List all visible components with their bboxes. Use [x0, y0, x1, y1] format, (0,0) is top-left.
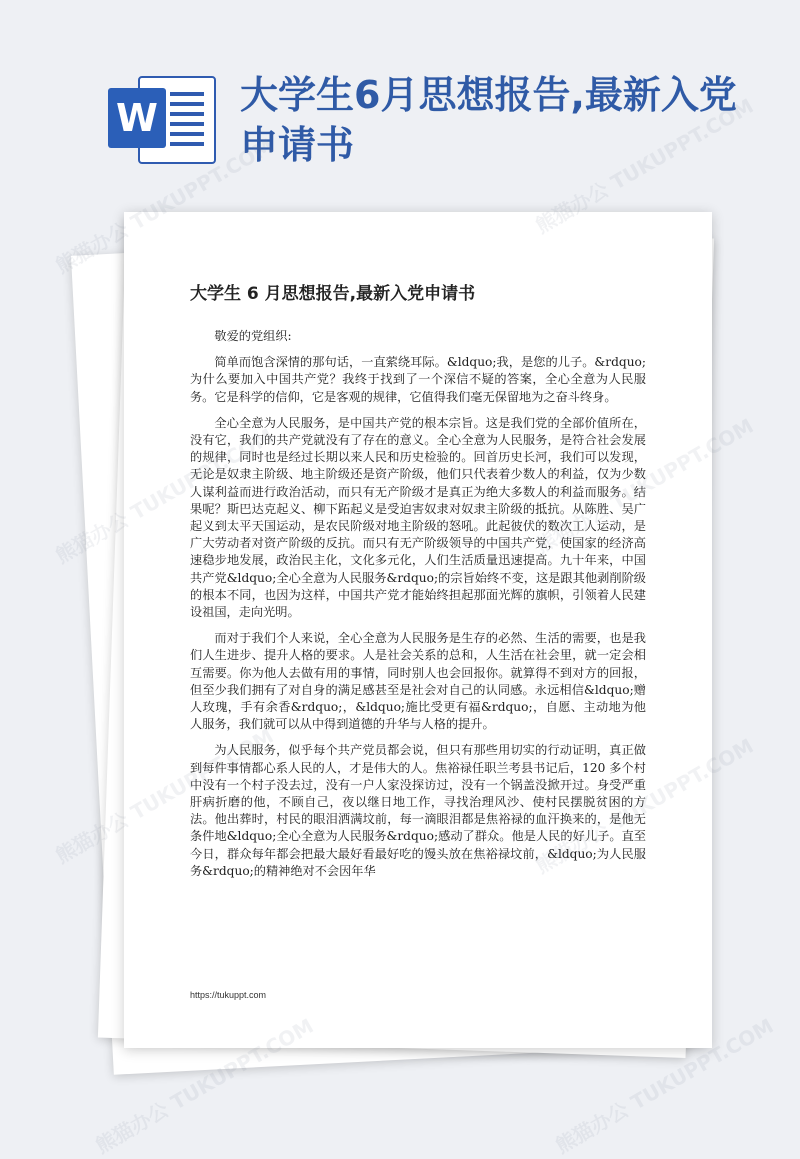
watermark: 熊猫办公 TUKUPPT.COM	[531, 93, 758, 239]
document-page	[124, 212, 712, 1048]
watermark: 熊猫办公 TUKUPPT.COM	[91, 1013, 318, 1159]
paragraph: 而对于我们个人来说，全心全意为人民服务是生存的必然、生活的需要，也是我们人生进步、提升人格的要求。人是社会关系的总和，人生活在社会里，就一定会相互需要。你为他人去做有用的事情，同时别人也会回报你。就算得不到对方的回报，但至少我们拥有了对自身的满足感甚至是社会对自己的认同感。永远相信&ldquo;赠人玫瑰，手有余香&rdquo;，&ldquo;施比受更有福&rdquo;，自愿、主动地为他人服务，我们就可以从中得到道德的升华与人格的提升。	[190, 631, 646, 732]
watermark: 熊猫办公 TUKUPPT.COM	[51, 133, 278, 279]
watermark: 熊猫办公 TUKUPPT.COM	[551, 1013, 778, 1159]
word-letter-icon: W	[108, 88, 166, 148]
paragraph: 简单而饱含深情的那句话，一直萦绕耳际。&ldquo;我，是您的儿子。&rdquo; 为什么要加入中国共产党？我终于找到了一个深信不疑的答案，全心全意为人民服务。它是科学的信仰，它是客观的规律，它值得我们毫无保留地为之奋斗终身。	[190, 355, 646, 404]
document-title: 大学生 6 月思想报告,最新入党申请书	[190, 284, 476, 304]
paragraph: 为人民服务，似乎每个共产党员都会说，但只有那些用切实的行动证明，真正做到每件事情都心系人民的人，才是伟大的人。焦裕禄任职兰考县书记后，120 多个村中没有一个村子没去过，没有一户人家没探访过，没有一个锅盖没掀开过。身受严重肝病折磨的他，不顾自己，夜以继日地工作，寻找治理风沙、使村民摆脱贫困的方法。他出葬时，村民的眼泪洒满坟前，每一滴眼泪都是焦裕禄的血汗换来的，是他无条件地&ldquo;全心全意为人民服务&rdquo;感动了群众。他是人民的好儿子。直至今日，群众每年都会把最大最好看最好吃的馒头放在焦裕禄坟前，&ldquo;为人民服务&rdquo;的精神绝对不会因年华	[190, 743, 646, 878]
footer-url: https://tukuppt.com	[190, 990, 267, 1000]
document-body	[190, 282, 646, 889]
paragraph: 全心全意为人民服务，是中国共产党的根本宗旨。这是我们党的全部价值所在，没有它，我们的共产党就没有了存在的意义。全心全意为人民服务，是符合社会发展的规律，同时也是经过长期以来人民和历史检验的。回首历史长河，我们可以发现，无论是奴隶主阶级、地主阶级还是资产阶级，他们只代表着少数人的利益，仅为少数人谋利益而进行政治活动，而只有无产阶级才是真正为绝大多数人的利益而服务。结果呢？斯巴达克起义、柳下跖起义是受迫害奴隶对奴隶主阶级的抵抗。从陈胜、吴广起义到太平天国运动，是农民阶级对地主阶级的怒吼。此起彼伏的数次工人运动，是广大劳动者对资产阶级的反抗。而只有无产阶级领导的中国共产党，使国家的经济高速稳步地发展，政治民主化，文化多元化，人们生活质量迅速提高。九十年来，中国共产党&ldquo;全心全意为人民服务&rdquo;的宗旨始终不变，这是跟其他剥削阶级的根本不同，也因为这样，中国共产党才能始终担起那面光辉的旗帜，引领着人民建设祖国，走向光明。	[190, 415, 646, 620]
watermark: 熊猫办公	[51, 807, 133, 869]
page-title: 大学生6月思想报告,最新入党申请书	[240, 73, 737, 167]
header-banner	[0, 0, 800, 210]
word-doc-icon	[108, 72, 216, 164]
salutation: 敬爱的党组织:	[214, 329, 292, 343]
